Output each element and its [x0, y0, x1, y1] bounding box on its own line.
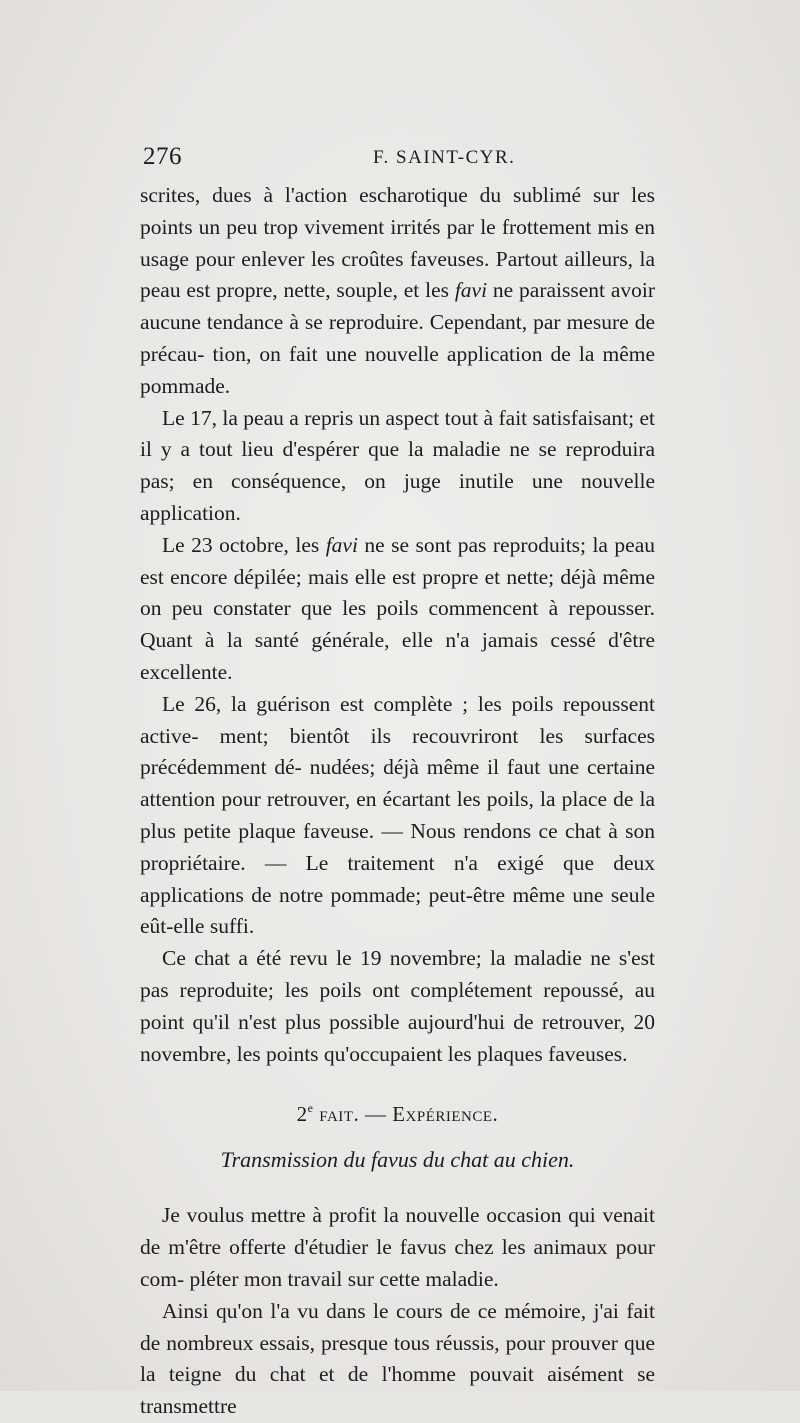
text-segment: ne paraissent avoir aucune tendance à se reproduire. Cependant, par mesure de précau- tion, on fait une nouvelle application de la même pommade.	[140, 278, 655, 398]
section-fait: fait.	[319, 1102, 360, 1127]
paragraph-october-23	[140, 530, 655, 689]
paragraph-essays: Ainsi qu'on l'a vu dans le cours de ce mémoire, j'ai fait de nombreux essais, presque tous réussis, pour prouver que la teigne du chat et de l'homme pouvait aisément se transmettre	[140, 1298, 655, 1419]
page-number: 276	[143, 143, 182, 170]
section-heading	[140, 1092, 655, 1130]
paragraph-intro: Je voulus mettre à profit la nouvelle occasion qui venait de m'être offerte d'étudier le favus chez les animaux pour com- pléter mon travail sur cette maladie.	[140, 1203, 655, 1291]
section-number-suffix: e	[307, 1101, 314, 1116]
paragraph-day-17: Le 17, la peau a repris un aspect tout à fait satisfaisant; et il y a tout lieu d'espérer que la maladie ne se reproduira pas; en conséquence, on juge inutile une nouvelle application.	[140, 405, 655, 525]
section-subtitle: Transmission du favus du chat au chien.	[220, 1147, 575, 1173]
text-segment: scrites, dues à l'action escharotique du sublimé sur les points un peu trop vivement irrités par le frottement mis en usage pour enlever les croûtes faveuses. Partout ailleurs, la peau est propre, nette, souple, et les	[140, 183, 655, 303]
section-experience: Expérience.	[392, 1102, 499, 1127]
running-head: F. SAINT-CYR.	[373, 147, 516, 168]
body-text	[140, 180, 655, 1423]
paragraph-november-19: Ce chat a été revu le 19 novembre; la maladie ne s'est pas reproduite; les poils ont complétement repoussé, au point qu'il n'est plus possible aujourd'hui de retrouver, 20 novembre, les points qu'occupaient les plaques faveuses.	[140, 946, 655, 1066]
paragraph-day-26: Le 26, la guérison est complète ; les poils repoussent active- ment; bientôt ils recouvriront les surfaces précédemment dé- nudées; déjà même il faut une certaine attention pour retrouver, en écartant les poils, la place de la plus petite plaque faveuse. — Nous rendons ce chat à son propriétaire. — Le traitement n'a exigé que deux applications de notre pommade; peut-être même une seule eût-elle suffi.	[140, 691, 655, 939]
section-dash: —	[359, 1102, 393, 1127]
italic-term: favi	[454, 278, 488, 303]
text-segment: Le 23 octobre, les	[162, 532, 326, 557]
text-segment: ne se sont pas reproduits; la peau est encore dépilée; mais elle est propre et nette; déjà même on peu constater que les poils commencent à repousser. Quant à la santé générale, elle n'a jamais cessé d'être excellente.	[140, 532, 656, 684]
italic-term: favi	[325, 532, 358, 557]
spacer	[140, 1176, 655, 1200]
section-number: 2	[296, 1102, 308, 1127]
paragraph-continuation	[140, 180, 655, 403]
page-header	[143, 143, 658, 177]
